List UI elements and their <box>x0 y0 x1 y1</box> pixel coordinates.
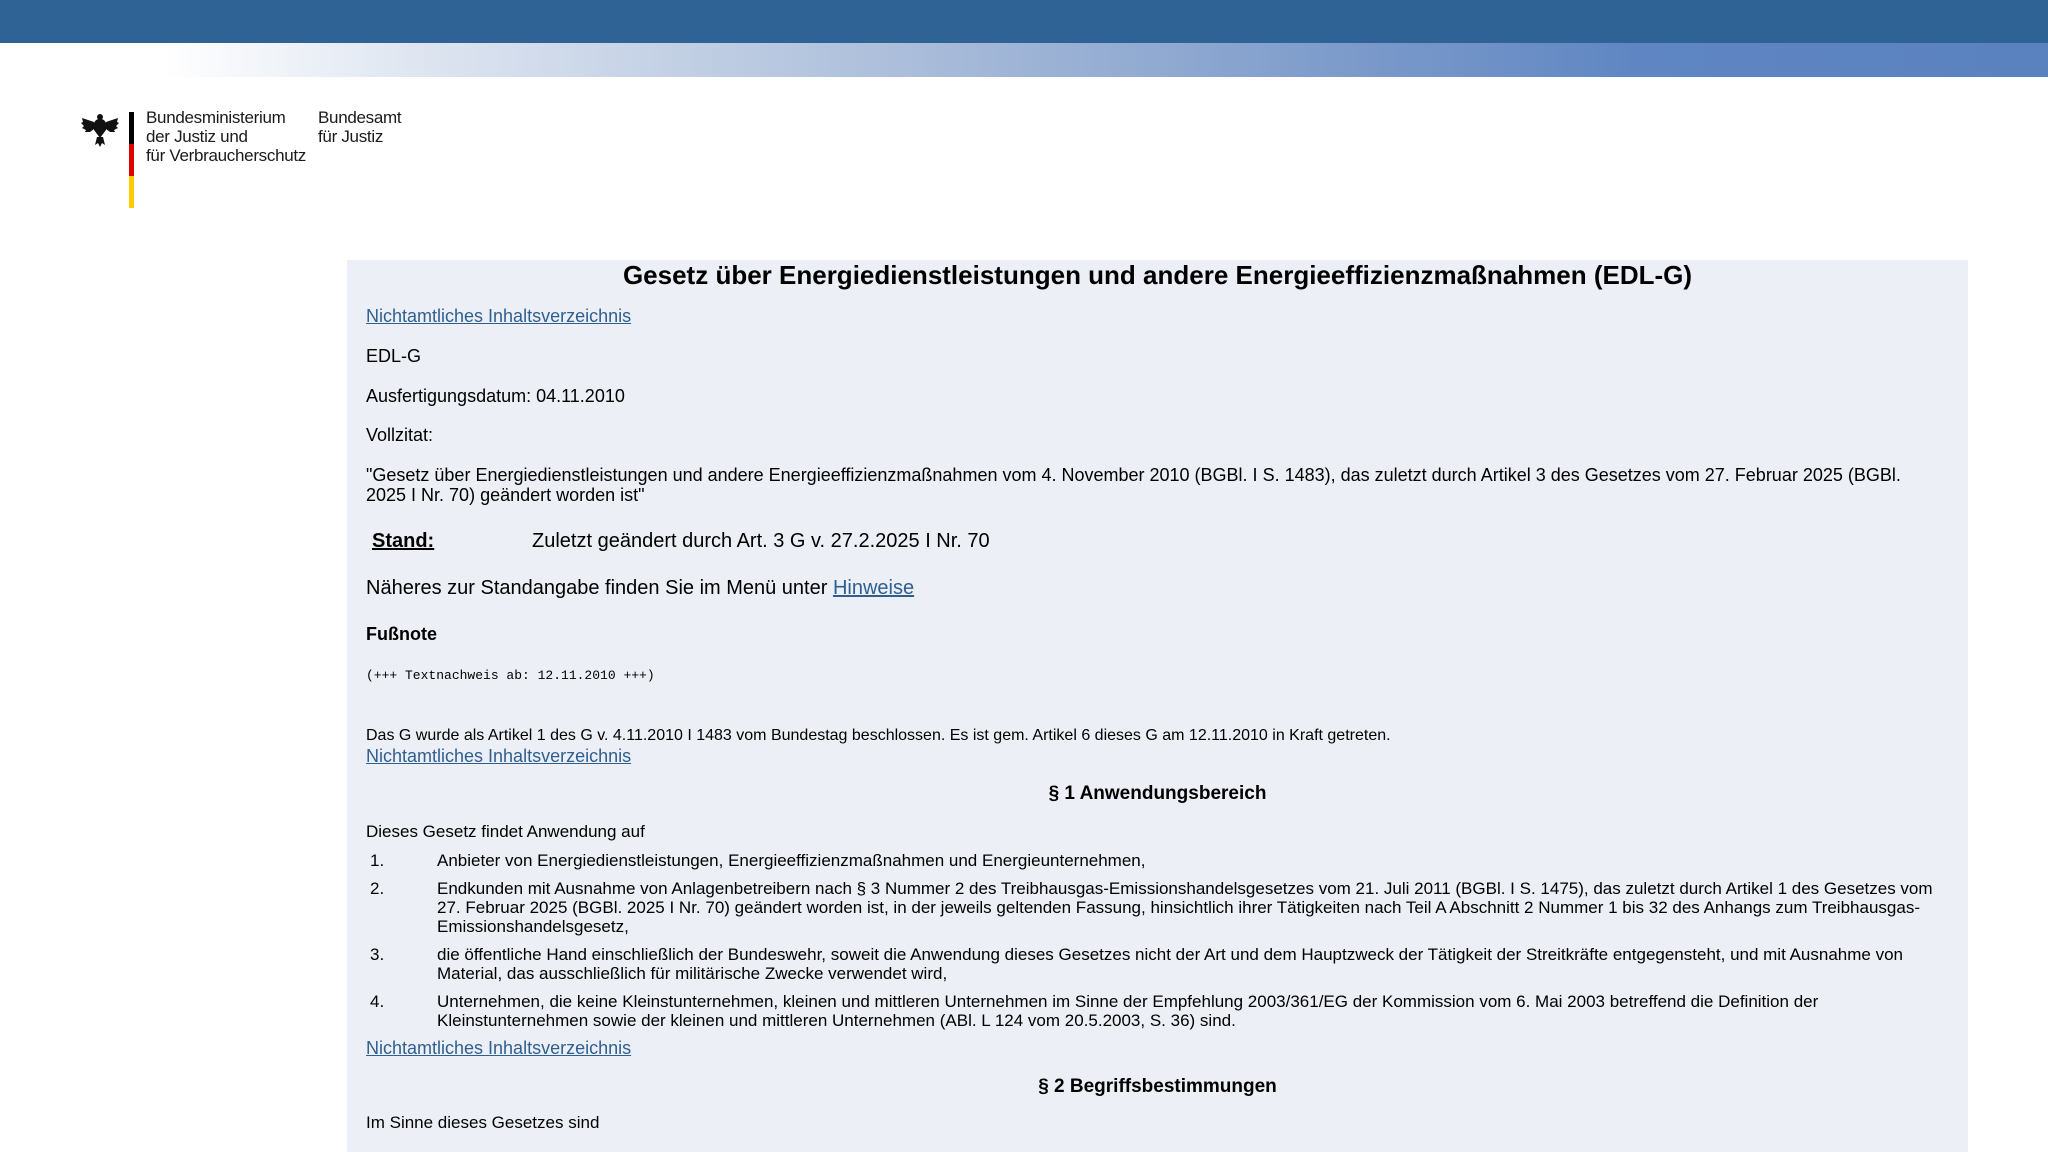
stand-label: Stand: <box>372 530 435 552</box>
gradient-banner <box>0 43 2048 77</box>
ministry-line: Bundesministerium <box>146 108 286 127</box>
list-text: Unternehmen, die keine Kleinstunternehmen, kleinen und mittleren Unternehmen im Sinne der Empfehlung 2003/361/EG der Kommission vom 6. Mai 2003 betreffend die Definition der Kleinstunternehmen sowie der kleinen und mittleren Unternehmen (ABl. L 124 vom 20.5.2003, S. 36) sind. <box>437 992 1819 1030</box>
top-banner <box>0 0 2048 43</box>
section-1-intro: Dieses Gesetz findet Anwendung auf <box>366 822 645 841</box>
full-citation: "Gesetz über Energiedienstleistungen und andere Energieeffizienzmaßnahmen vom 4. November 2010 (BGBl. I S. 1483), das zuletzt durch Artikel 3 des Gesetzes vom 27. Februar 2025 (BGBl. 2025 I Nr. 70) geändert worden ist" <box>366 465 1901 505</box>
office-name <box>318 108 401 146</box>
list-number: 2. <box>370 879 385 898</box>
section-1-list <box>366 851 1949 1030</box>
section-1-title: § 1 Anwendungsbereich <box>1048 783 1267 804</box>
stand-row <box>366 530 1949 553</box>
list-text: die öffentliche Hand einschließlich der Bundeswehr, soweit die Anwendung dieses Gesetzes nicht der Art und dem Hauptzweck der Tätigkeit der Streitkräfte entgegensteht, und mit Ausnahme von Material, das ausschließlich für militärische Zwecke verwendet wird, <box>437 945 1904 983</box>
law-abbreviation: EDL-G <box>366 346 422 366</box>
office-line: Bundesamt <box>318 108 402 127</box>
toc-link[interactable]: Nichtamtliches Inhaltsverzeichnis <box>366 746 632 766</box>
full-citation-label: Vollzitat: <box>366 425 434 445</box>
federal-eagle-icon <box>80 110 120 150</box>
list-item <box>366 851 1949 870</box>
footnote-title: Fußnote <box>366 624 437 644</box>
toc-link[interactable]: Nichtamtliches Inhaltsverzeichnis <box>366 306 632 326</box>
details-prefix: Näheres zur Standangabe finden Sie im Menü unter <box>366 577 833 599</box>
list-text: Endkunden mit Ausnahme von Anlagenbetreibern nach § 3 Nummer 2 des Treibhausgas-Emissionshandelsgesetzes vom 21. Juli 2011 (BGBl. I S. 1475), das zuletzt durch Artikel 1 des Gesetzes vom 27. Februar 2025 (BGBl. 2025 I Nr. 70) geändert worden ist, in der jeweils geltenden Fassung, hinsichtlich ihrer Tätigkeiten nach Teil A Abschnitt 2 Nummer 1 bis 32 des Anhangs zum Treibhausgas-Emissionshandelsgesetz, <box>437 879 1933 936</box>
office-line: für Justiz <box>318 127 384 146</box>
stand-value: Zuletzt geändert durch Art. 3 G v. 27.2.2025 I Nr. 70 <box>532 530 990 552</box>
footnote-text: Das G wurde als Artikel 1 des G v. 4.11.2010 I 1483 vom Bundestag beschlossen. Es ist gem. Artikel 6 dieses G am 12.11.2010 in Kraft getreten. <box>366 727 1391 744</box>
issue-date: Ausfertigungsdatum: 04.11.2010 <box>366 386 625 406</box>
ministry-line: der Justiz und <box>146 127 248 146</box>
ministry-logo[interactable] <box>80 108 420 210</box>
law-title: Gesetz über Energiedienstleistungen und andere Energieeffizienzmaßnahmen (EDL-G) <box>622 260 1693 290</box>
list-item <box>366 879 1949 936</box>
section-2-intro: Im Sinne dieses Gesetzes sind <box>366 1113 600 1132</box>
list-number: 1. <box>370 851 385 870</box>
list-number: 3. <box>370 945 385 964</box>
list-item <box>366 945 1949 983</box>
ministry-name <box>146 108 306 165</box>
list-item <box>366 992 1949 1030</box>
law-content-panel <box>347 260 1968 1152</box>
details-note <box>366 578 1949 598</box>
toc-link[interactable]: Nichtamtliches Inhaltsverzeichnis <box>366 1038 632 1058</box>
ministry-line: für Verbraucherschutz <box>146 146 307 165</box>
list-text: Anbieter von Energiedienstleistungen, Energieeffizienzmaßnahmen und Energieunternehmen, <box>437 851 1146 870</box>
hints-link[interactable]: Hinweise <box>832 577 915 599</box>
flag-stripe <box>129 112 134 208</box>
list-number: 4. <box>370 992 385 1011</box>
section-2-title: § 2 Begriffsbestimmungen <box>1038 1076 1277 1097</box>
footnote-mono: (+++ Textnachweis ab: 12.11.2010 +++) <box>366 668 655 683</box>
